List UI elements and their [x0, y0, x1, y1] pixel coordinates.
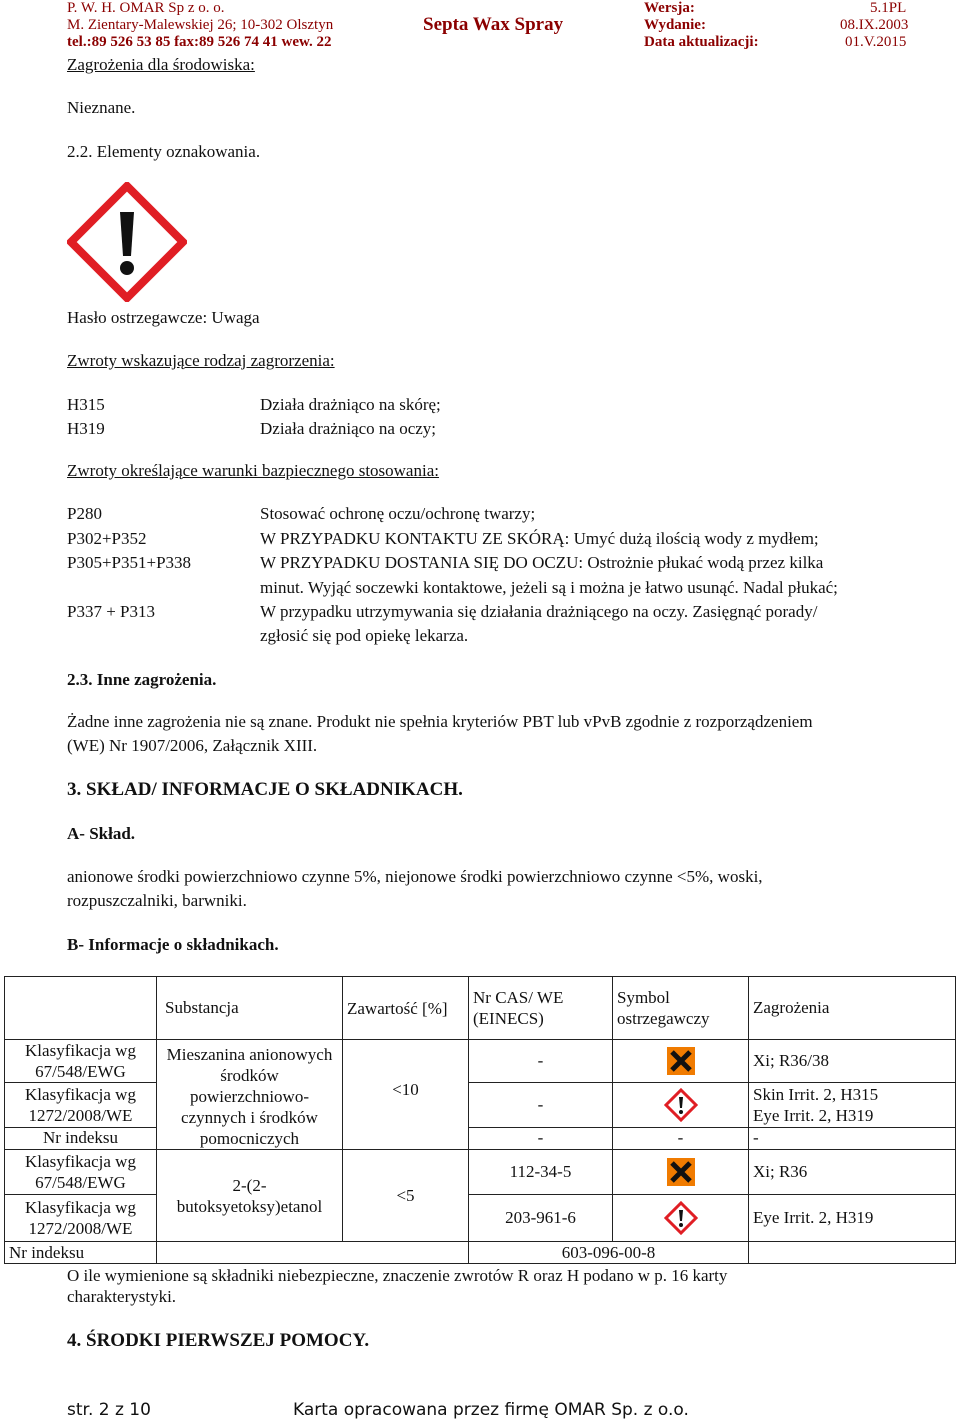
p-text-line: minut. Wyjąć soczewki kontaktowe, jeżeli są i można je łatwo usunąć. Nadal płukać; [260, 578, 838, 597]
section-2-3-title: 2.3. Inne zagrożenia. [67, 670, 217, 689]
substances-table [4, 976, 956, 1264]
substance-1-symbol-1272 [613, 1083, 749, 1127]
section-2-2-title: 2.2. Elementy oznakowania. [67, 142, 261, 161]
p-statements-title: Zwroty określające warunki bazpiecznego stosowania: [67, 461, 439, 480]
substance-1-hazard-67: Xi; R36/38 [749, 1040, 956, 1083]
section-4-title: 4. ŚRODKI PIERWSZEJ POMOCY. [67, 1330, 370, 1351]
header-hazards: Zagrożenia [749, 977, 956, 1040]
ghs07-exclamation-icon [664, 1088, 698, 1122]
substance-1-symbol-67 [613, 1040, 749, 1083]
ghs07-exclamation-icon [67, 182, 187, 302]
update-value: 01.V.2015 [845, 34, 907, 50]
section-b-title: B- Informacje o składnikach. [67, 935, 279, 954]
hazard-line: Skin Irrit. 2, H315 [753, 1085, 879, 1105]
p-code-4: P337 + P313 [67, 602, 155, 621]
harmful-x-icon [666, 1157, 696, 1187]
update-label: Data aktualizacji: [644, 34, 759, 50]
version-value: 5.1PL [870, 0, 907, 16]
other-hazards-line: Żadne inne zagrożenia nie są znane. Produkt nie spełnia kryteriów PBT lub vPvB zgodnie z rozporządzeniem [67, 712, 813, 731]
row-label-1272: Klasyfikacja wg 1272/2008/WE [5, 1195, 157, 1242]
p-code-1: P280 [67, 504, 102, 523]
section-3-title: 3. SKŁAD/ INFORMACJE O SKŁADNIKACH. [67, 779, 463, 800]
hazard-line: Eye Irrit. 2, H319 [753, 1106, 874, 1126]
p-text-line: zgłosić się pod opiekę lekarza. [260, 626, 469, 645]
p-code-2: P302+P352 [67, 529, 147, 548]
ghs07-exclamation-icon [664, 1201, 698, 1235]
table-row [5, 1195, 956, 1242]
substance-1-cas-67: - [469, 1040, 613, 1083]
header-content: Zawartość [%] [343, 977, 469, 1040]
empty-cell [157, 1242, 469, 1264]
table-row [5, 1150, 956, 1195]
product-name: Septa Wax Spray [423, 14, 564, 35]
substance-2-symbol-1272 [613, 1195, 749, 1242]
table-header-row [5, 977, 956, 1040]
substance-2-hazard-67: Xi; R36 [749, 1150, 956, 1195]
company-address: M. Zientary-Malewskiej 26; 10-302 Olsztyn [67, 17, 334, 33]
h-text-2: Działa drażniąco na oczy; [260, 419, 437, 438]
table-row [5, 1083, 956, 1127]
company-phone: tel.:89 526 53 85 fax:89 526 74 41 wew. 22 [67, 34, 332, 50]
empty-cell [749, 1242, 956, 1264]
substance-1-index-hazard: - [749, 1127, 956, 1149]
substance-2-name: 2-(2-butoksyetoksy)etanol [157, 1150, 343, 1242]
substance-1-index-symbol: - [613, 1127, 749, 1149]
signal-word: Hasło ostrzegawcze: Uwaga [67, 308, 260, 327]
p-text-line: W PRZYPADKU KONTAKTU ZE SKÓRĄ: Umyć dużą ilością wody z mydłem; [260, 529, 819, 548]
substance-2-cas-67: 112-34-5 [469, 1150, 613, 1195]
p-code-3: P305+P351+P338 [67, 553, 192, 572]
substance-1-name: Mieszanina anionowych środków powierzchniowo-czynnych i środków pomocniczych [157, 1040, 343, 1150]
edition-label: Wydanie: [644, 17, 706, 33]
env-hazard-value: Nieznane. [67, 98, 136, 117]
substance-1-cas-1272: - [469, 1083, 613, 1127]
table-row [5, 1127, 956, 1149]
page-number: str. 2 z 10 [67, 1400, 151, 1420]
p-text-line: W przypadku utrzymywania się działania drażniącego na oczy. Zasięgnąć porady/ [260, 602, 818, 621]
note-line: O ile wymienione są składniki niebezpieczne, znaczenie zwrotów R oraz H podano w p. 16 karty [67, 1266, 728, 1285]
footer-credit: Karta opracowana przez firmę OMAR Sp. z o.o. [293, 1400, 689, 1420]
row-label-index: Nr indeksu [5, 1127, 157, 1149]
header-symbol: Symbol ostrzegawczy [613, 977, 749, 1040]
composition-line: rozpuszczalniki, barwniki. [67, 891, 247, 910]
row-label-1272: Klasyfikacja wg 1272/2008/WE [5, 1083, 157, 1127]
company-name: P. W. H. OMAR Sp z o. o. [67, 0, 225, 16]
other-hazards-line: (WE) Nr 1907/2006, Załącznik XIII. [67, 736, 318, 755]
edition-value: 08.IX.2003 [840, 17, 909, 33]
header-empty-cell [5, 977, 157, 1040]
note-line: charakterystyki. [67, 1287, 177, 1306]
p-text-line: Stosować ochronę oczu/ochronę twarzy; [260, 504, 536, 523]
env-hazard-title: Zagrożenia dla środowiska: [67, 55, 255, 74]
header-cas: Nr CAS/ WE (EINECS) [469, 977, 613, 1040]
substance-2-index: 603-096-00-8 [469, 1242, 749, 1264]
substance-2-cas-1272: 203-961-6 [469, 1195, 613, 1242]
row-label-67548: Klasyfikacja wg 67/548/EWG [5, 1040, 157, 1083]
substance-2-symbol-67 [613, 1150, 749, 1195]
harmful-x-icon [666, 1046, 696, 1076]
p-text-line: W PRZYPADKU DOSTANIA SIĘ DO OCZU: Ostrożnie płukać wodą przez kilka [260, 553, 824, 572]
substance-2-content: <5 [343, 1150, 469, 1242]
h-code-1: H315 [67, 395, 105, 414]
row-label-index: Nr indeksu [5, 1242, 157, 1264]
composition-line: anionowe środki powierzchniowo czynne 5%, niejonowe środki powierzchniowo czynne <5%, woski, [67, 867, 763, 886]
table-row [5, 1242, 956, 1264]
substance-1-hazard-1272 [749, 1083, 956, 1127]
h-text-1: Działa drażniąco na skórę; [260, 395, 441, 414]
h-code-2: H319 [67, 419, 105, 438]
substance-1-index-cas: - [469, 1127, 613, 1149]
substance-2-hazard-1272: Eye Irrit. 2, H319 [749, 1195, 956, 1242]
version-label: Wersja: [644, 0, 695, 16]
table-row [5, 1040, 956, 1083]
header-substance: Substancja [157, 977, 343, 1040]
substance-1-content: <10 [343, 1040, 469, 1150]
h-statements-title: Zwroty wskazujące rodzaj zagrorzenia: [67, 351, 335, 370]
section-a-title: A- Skład. [67, 824, 136, 843]
row-label-67548: Klasyfikacja wg 67/548/EWG [5, 1150, 157, 1195]
